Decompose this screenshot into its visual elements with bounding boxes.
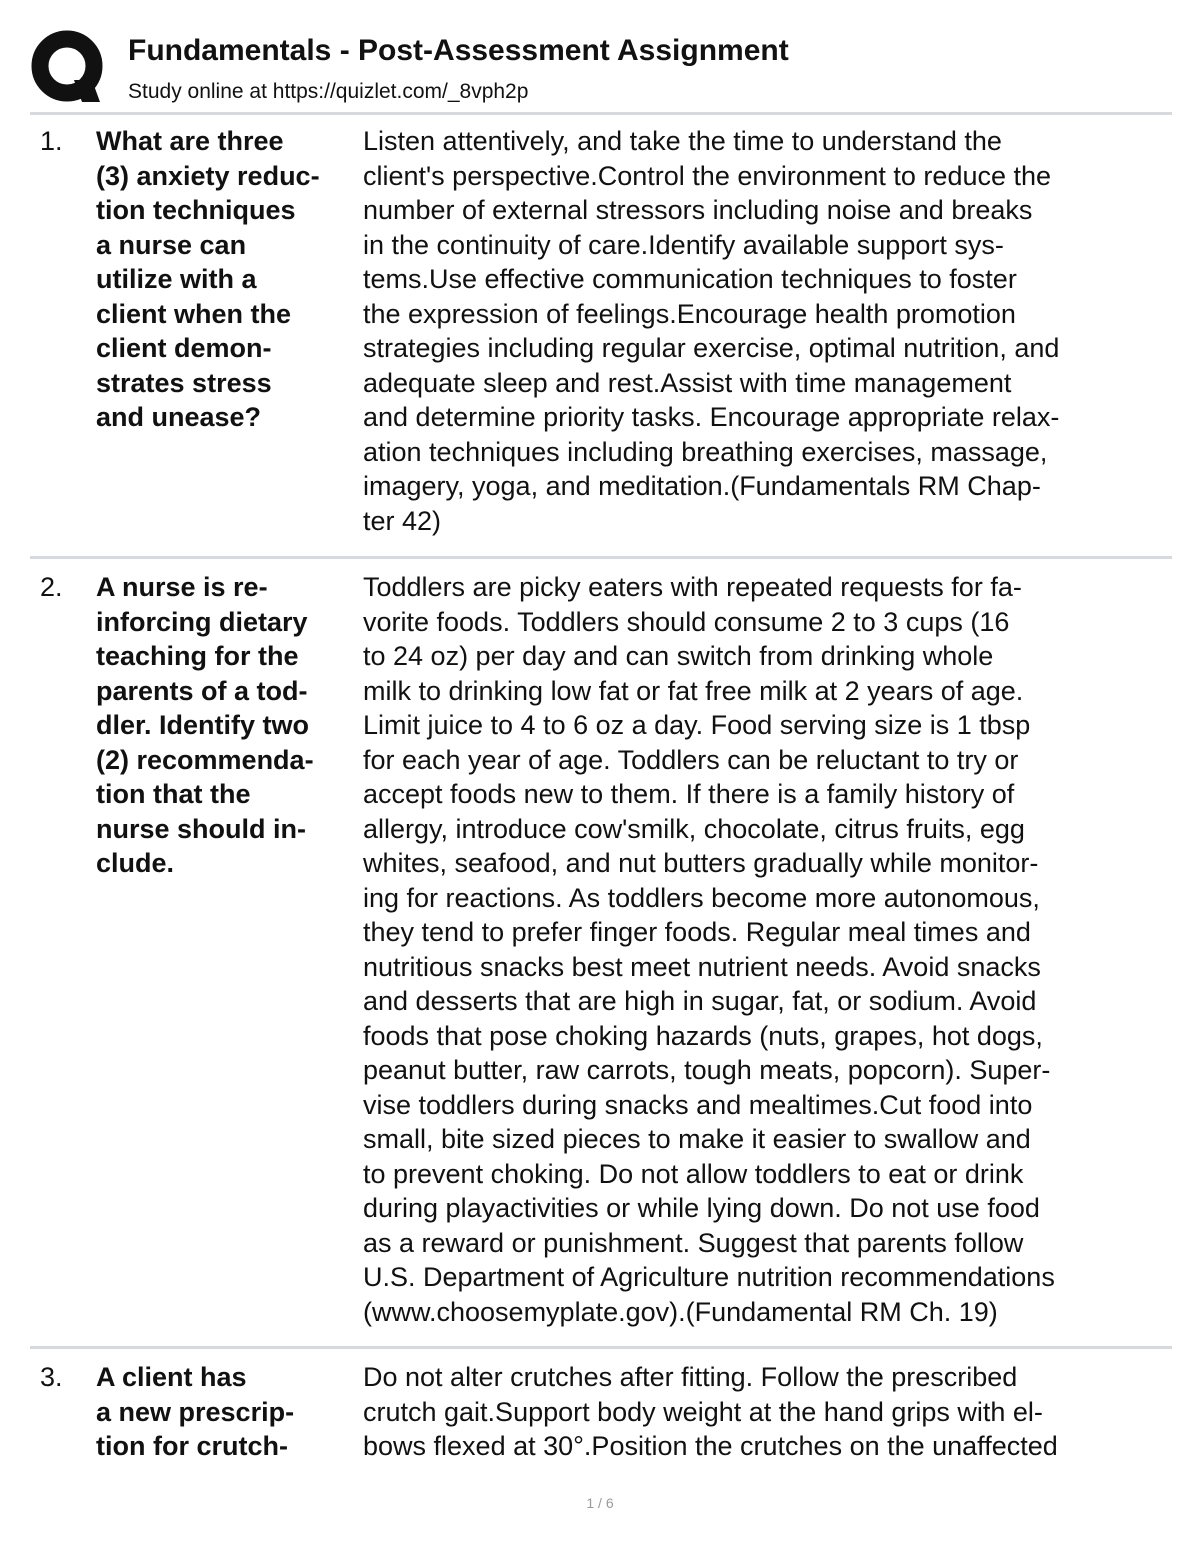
definition-line: to 24 oz) per day and can switch from drinking whole: [363, 641, 994, 671]
definition-line: tems.Use effective communication techniques to foster: [363, 264, 1017, 294]
term-line: client when the: [96, 298, 292, 329]
term-line: A client has: [96, 1362, 247, 1392]
definition-line: ter 42): [363, 505, 442, 536]
flashcard-1: [30, 124, 1172, 549]
definition-line: and desserts that are high in sugar, fat, or sodium. Avoid: [363, 986, 1037, 1016]
definition-line: peanut butter, raw carrots, tough meats, popcorn). Super-: [363, 1055, 1051, 1085]
definition-line: milk to drinking low fat or fat free milk at 2 years of age.: [363, 675, 1024, 706]
term-line: and unease?: [96, 402, 262, 432]
definition-line: U.S. Department of Agriculture nutrition recommendations: [363, 1262, 1055, 1292]
term-line: nurse should in-: [96, 813, 307, 844]
flashcard-3: [30, 1360, 1172, 1470]
term-line: client demon-: [96, 333, 272, 363]
card-divider: [30, 1346, 1172, 1349]
definition-line: strategies including regular exercise, optimal nutrition, and: [363, 333, 1060, 363]
term-line: (3) anxiety reduc-: [96, 160, 320, 191]
card-divider: [30, 556, 1172, 559]
definition-line: and determine priority tasks. Encourage appropriate relax-: [363, 402, 1060, 432]
definition-line: (www.choosemyplate.gov).(Fundamental RM Ch. 19): [363, 1296, 998, 1327]
definition-line: during playactivities or while lying down. Do not use food: [363, 1193, 1040, 1223]
study-link-text: Study online at https://quizlet.com/_8vph2p: [128, 80, 529, 103]
definition-line: foods that pose choking hazards (nuts, grapes, hot dogs,: [363, 1020, 1043, 1051]
card-definition: [363, 570, 1163, 1329]
term-line: (2) recommenda-: [96, 744, 314, 775]
definition-line: Limit juice to 4 to 6 oz a day. Food serving size is 1 tbsp: [363, 710, 1031, 740]
definition-line: client's perspective.Control the environment to reduce the: [363, 160, 1052, 191]
definition-line: allergy, introduce cow'smilk, chocolate, citrus fruits, egg: [363, 813, 1025, 844]
definition-line: vise toddlers during snacks and mealtimes.Cut food into: [363, 1089, 1033, 1120]
term-line: a nurse can: [96, 229, 247, 260]
term-line: strates stress: [96, 367, 272, 398]
card-number: 2.: [40, 572, 63, 602]
definition-line: as a reward or punishment. Suggest that parents follow: [363, 1227, 1024, 1258]
definition-line: imagery, yoga, and meditation.(Fundamentals RM Chap-: [363, 471, 1041, 501]
page-title: Fundamentals - Post-Assessment Assignment: [128, 34, 789, 67]
definition-line: ing for reactions. As toddlers become more autonomous,: [363, 882, 1040, 913]
definition-line: adequate sleep and rest.Assist with time management: [363, 367, 1012, 398]
header-divider: [30, 112, 1172, 115]
card-definition: [363, 1360, 1163, 1464]
term-line: tion techniques: [96, 195, 296, 225]
card-term: [96, 570, 364, 881]
term-line: A nurse is re-: [96, 572, 268, 602]
card-term: [96, 124, 364, 435]
card-term: [96, 1360, 364, 1464]
definition-line: Do not alter crutches after fitting. Follow the prescribed: [363, 1362, 1018, 1392]
term-line: dler. Identify two: [96, 710, 310, 740]
definition-line: nutritious snacks best meet nutrient needs. Avoid snacks: [363, 951, 1041, 982]
definition-line: crutch gait.Support body weight at the hand grips with el-: [363, 1396, 1043, 1427]
definition-line: Toddlers are picky eaters with repeated requests for fa-: [363, 572, 1022, 602]
definition-line: in the continuity of care.Identify available support sys-: [363, 229, 1004, 260]
definition-line: for each year of age. Toddlers can be reluctant to try or: [363, 744, 1019, 775]
term-line: What are three: [96, 126, 284, 156]
definition-line: number of external stressors including noise and breaks: [363, 195, 1033, 225]
term-line: teaching for the: [96, 641, 299, 671]
term-line: inforcing dietary: [96, 606, 308, 637]
definition-line: Listen attentively, and take the time to understand the: [363, 126, 1002, 156]
definition-line: to prevent choking. Do not allow toddlers to eat or drink: [363, 1158, 1024, 1189]
page-indicator: 1 / 6: [586, 1495, 614, 1511]
flashcard-2: [30, 570, 1172, 1335]
term-line: clude.: [96, 848, 175, 878]
term-line: tion that the: [96, 779, 251, 809]
definition-line: they tend to prefer finger foods. Regular meal times and: [363, 917, 1031, 947]
term-line: tion for crutch-: [96, 1431, 288, 1461]
definition-line: whites, seafood, and nut butters gradually while monitor-: [363, 848, 1039, 878]
definition-line: small, bite sized pieces to make it easier to swallow and: [363, 1124, 1031, 1154]
definition-line: vorite foods. Toddlers should consume 2 to 3 cups (16: [363, 606, 1010, 637]
term-line: utilize with a: [96, 264, 257, 294]
definition-line: ation techniques including breathing exercises, massage,: [363, 436, 1048, 467]
card-definition: [363, 124, 1163, 538]
definition-line: accept foods new to them. If there is a family history of: [363, 779, 1015, 809]
definition-line: bows flexed at 30°.Position the crutches on the unaffected: [363, 1431, 1058, 1461]
quizlet-logo-icon: [30, 30, 108, 108]
term-line: parents of a tod-: [96, 675, 308, 706]
definition-line: the expression of feelings.Encourage health promotion: [363, 298, 1016, 329]
card-number: 1.: [40, 126, 63, 156]
card-number: 3.: [40, 1362, 63, 1392]
term-line: a new prescrip-: [96, 1396, 295, 1427]
